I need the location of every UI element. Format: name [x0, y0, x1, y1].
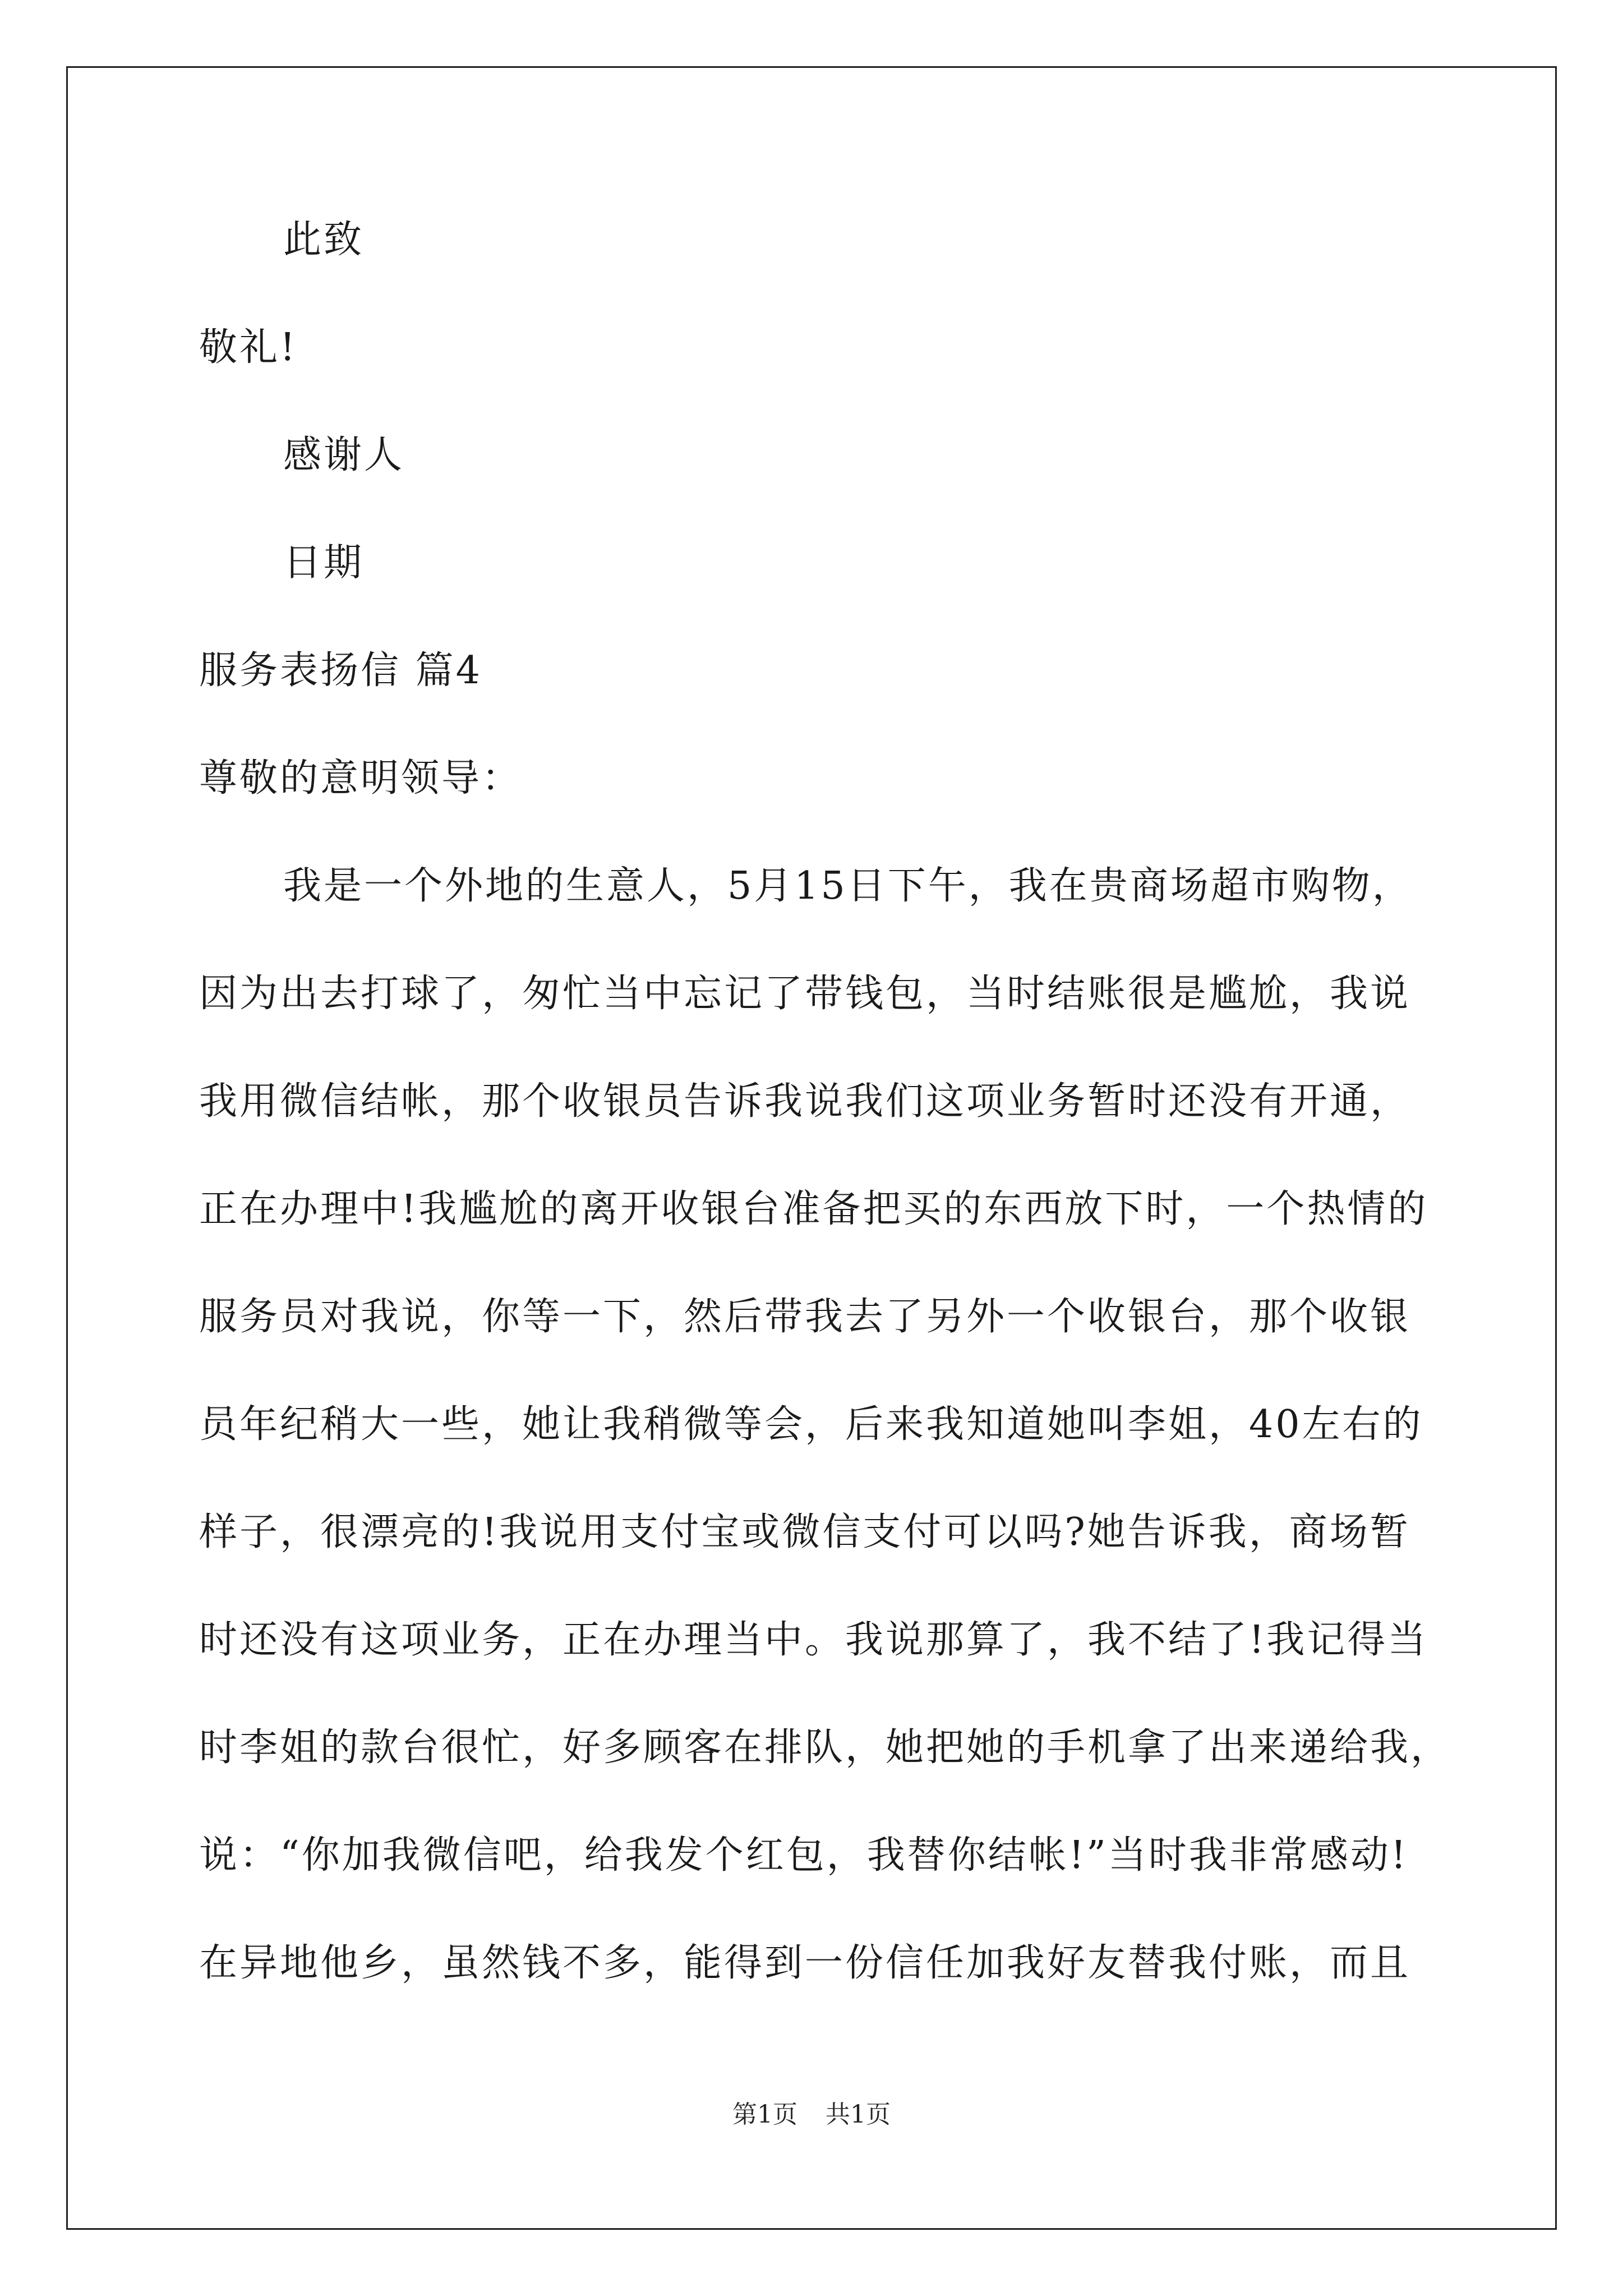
- date-line: 日期: [283, 541, 365, 585]
- paragraph-line: 在异地他乡，虽然钱不多，能得到一份信任加我好友替我付账，而且: [199, 1941, 1411, 1985]
- closing-line: 此致: [283, 218, 365, 262]
- paragraph-line: 我用微信结帐，那个收银员告诉我说我们这项业务暂时还没有开通，: [199, 1079, 1411, 1124]
- document-body: [199, 213, 1451, 2044]
- page-total: 共1页: [826, 2100, 891, 2129]
- paragraph-line: 服务员对我说，你等一下，然后带我去了另外一个收银台，那个收银: [199, 1295, 1411, 1339]
- paragraph-line: 说：“你加我微信吧，给我发个红包，我替你结帐!”当时我非常感动!: [199, 1833, 1409, 1878]
- section-title: 服务表扬信 篇4: [199, 648, 482, 693]
- paragraph-line: 样子，很漂亮的!我说用支付宝或微信支付可以吗?她告诉我，商场暂: [199, 1510, 1410, 1554]
- paragraph-line: 时还没有这项业务，正在办理当中。我说那算了，我不结了!我记得当: [199, 1618, 1428, 1662]
- page-current: 第1页: [732, 2100, 797, 2129]
- paragraph-line: 时李姐的款台很忙，好多顾客在排队，她把她的手机拿了出来递给我，: [199, 1726, 1451, 1770]
- paragraph-line: 员年纪稍大一些，她让我稍微等会，后来我知道她叫李姐，40左右的: [199, 1402, 1423, 1447]
- signer-line: 感谢人: [283, 433, 405, 477]
- salutation-line: 敬礼!: [199, 325, 298, 370]
- page-footer: [0, 2098, 1623, 2132]
- paragraph-line: 我是一个外地的生意人，5月15日下午，我在贵商场超市购物，: [283, 864, 1413, 908]
- paragraph-line: 因为出去打球了，匆忙当中忘记了带钱包，当时结账很是尴尬，我说: [199, 972, 1411, 1016]
- paragraph-line: 正在办理中!我尴尬的离开收银台准备把买的东西放下时，一个热情的: [199, 1187, 1428, 1231]
- letter-paragraph: [199, 859, 1451, 1990]
- greeting-line: 尊敬的意明领导：: [199, 756, 523, 800]
